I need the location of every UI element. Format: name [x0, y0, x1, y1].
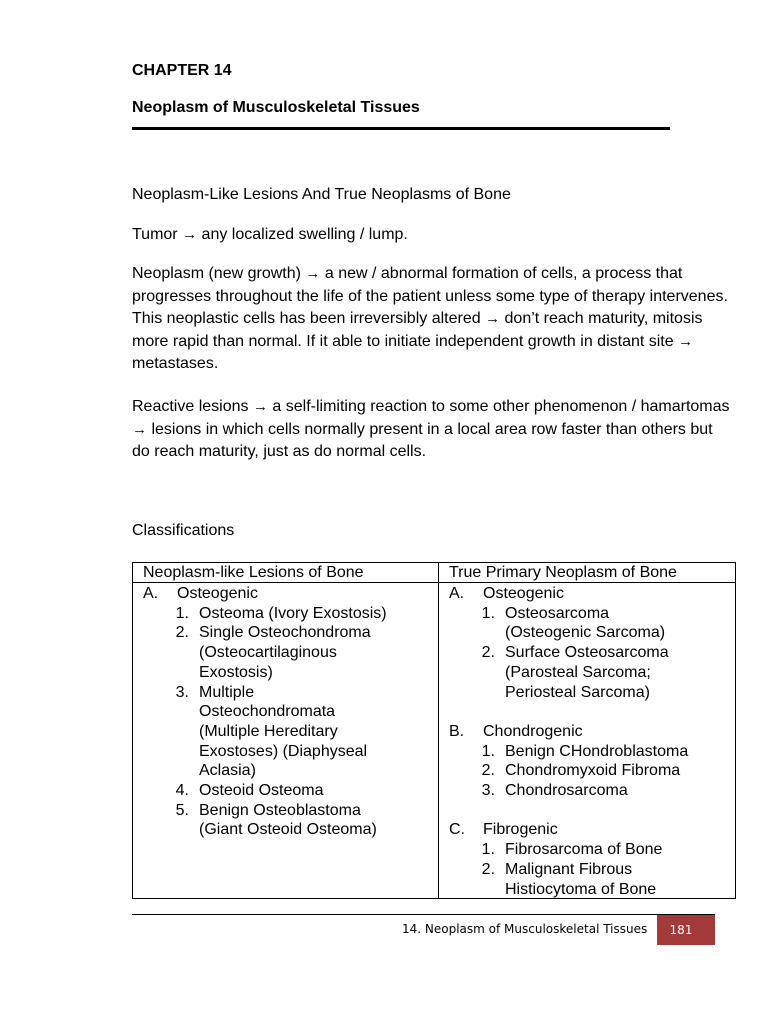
group-heading — [133, 584, 438, 604]
list-item — [439, 781, 735, 801]
item-text — [199, 801, 438, 840]
item-number: 2. — [481, 860, 495, 878]
item-line: Exostosis) — [199, 663, 273, 681]
list-item — [133, 683, 438, 782]
list-item — [439, 604, 735, 643]
item-line: Periosteal Sarcoma) — [505, 683, 650, 701]
neoplasm-metastases-text: metastases. — [132, 355, 219, 372]
item-line: Osteoid Osteoma — [199, 782, 324, 800]
group-letter: C. — [449, 821, 465, 839]
item-number: 5. — [175, 801, 189, 819]
item-number: 3. — [175, 683, 189, 701]
item-line: Aclasia) — [199, 762, 256, 780]
list-item — [439, 761, 735, 781]
reactive-paragraph — [132, 396, 732, 464]
list-item — [439, 840, 735, 860]
list-item — [439, 742, 735, 762]
group-heading — [439, 584, 735, 604]
item-number: 2. — [175, 624, 189, 642]
item-line: Chondromyxoid Fibroma — [505, 762, 681, 780]
table-body-row — [133, 583, 735, 899]
tumor-term: Tumor — [132, 226, 178, 243]
classification-group — [439, 584, 735, 702]
classification-group — [439, 722, 735, 801]
item-text — [505, 781, 735, 801]
item-number: 2. — [481, 644, 495, 662]
group-spacer — [439, 702, 735, 722]
neoplasm-maturity-text: don’t reach maturity, mitosis more rapid than normal. If it able to initiate independent growth in distant site — [132, 310, 703, 350]
table-header-row — [133, 563, 735, 583]
group-name: Osteogenic — [483, 585, 564, 602]
item-text — [199, 604, 438, 624]
group-name: Fibrogenic — [483, 821, 558, 839]
group-letter: A. — [143, 585, 159, 602]
item-number: 2. — [481, 762, 495, 780]
item-text — [199, 781, 438, 801]
item-number: 1. — [481, 841, 495, 859]
table-cell-left — [133, 583, 439, 899]
list-item — [133, 623, 438, 682]
item-line: (Parosteal Sarcoma; — [505, 663, 651, 681]
reactive-term: Reactive lesions — [132, 398, 249, 415]
item-line: Single Osteochondroma — [199, 624, 371, 642]
tumor-definition: any localized swelling / lump. — [201, 226, 408, 243]
page-number-badge: 181 — [657, 915, 715, 945]
item-line: (Giant Osteoid Osteoma) — [199, 821, 377, 839]
arrow-icon: → — [678, 332, 694, 350]
table-header-right: True Primary Neoplasm of Bone — [449, 564, 677, 581]
classification-group — [439, 820, 735, 899]
neoplasm-paragraph — [132, 263, 732, 376]
item-number: 3. — [481, 782, 495, 800]
item-text — [199, 623, 438, 682]
reactive-definition: a self-limiting reaction to some other phenomenon / hamartomas — [272, 398, 730, 415]
item-line: (Osteocartilaginous — [199, 644, 337, 662]
table-cell-right — [439, 583, 735, 899]
group-heading — [439, 820, 735, 840]
group-name: Osteogenic — [177, 585, 258, 602]
footer-rule — [132, 914, 715, 915]
item-line: Surface Osteosarcoma — [505, 644, 669, 662]
table-header-left: Neoplasm-like Lesions of Bone — [133, 563, 439, 582]
item-number: 1. — [175, 604, 189, 622]
item-number: 4. — [175, 782, 189, 800]
item-line: (Multiple Hereditary — [199, 722, 338, 740]
item-number: 1. — [481, 604, 495, 622]
arrow-icon: → — [485, 310, 501, 327]
footer-running-title: 14. Neoplasm of Musculoskeletal Tissues — [402, 922, 648, 936]
item-line: Exostoses) (Diaphyseal — [199, 742, 368, 760]
group-spacer — [439, 801, 735, 821]
item-line: Fibrosarcoma of Bone — [505, 841, 663, 859]
list-item — [133, 801, 438, 840]
item-text — [505, 643, 735, 702]
list-item — [133, 604, 438, 624]
list-item — [439, 643, 735, 702]
classifications-heading: Classifications — [132, 522, 235, 539]
item-line: Multiple — [199, 683, 255, 701]
group-letter: B. — [449, 722, 465, 740]
title-rule — [132, 127, 670, 130]
hamartoma-definition: lesions in which cells normally present in a local area row faster than others but do reach maturity, just as do normal cells. — [132, 420, 713, 460]
group-letter: A. — [449, 585, 465, 602]
tumor-paragraph — [132, 224, 408, 247]
neoplasm-definition: a new / abnormal formation of cells, a process that progresses throughout the life of the patient unless some type of therapy intervenes. This neoplastic cells has been irreversibly altered — [132, 265, 728, 327]
item-line: Chondrosarcoma — [505, 782, 628, 800]
item-text — [505, 860, 735, 899]
item-line: Benign Osteoblastoma — [199, 801, 361, 819]
item-line: Malignant Fibrous — [505, 860, 633, 878]
arrow-icon: → — [132, 420, 147, 438]
list-item — [439, 860, 735, 899]
chapter-label: CHAPTER 14 — [132, 62, 232, 79]
item-number: 1. — [481, 742, 495, 760]
item-line: Osteosarcoma — [505, 604, 610, 622]
neoplasm-term: Neoplasm (new growth) — [132, 265, 301, 282]
item-line: Osteoma (Ivory Exostosis) — [199, 604, 387, 622]
classification-table — [132, 562, 736, 899]
item-text — [505, 742, 735, 762]
item-line: Benign CHondroblastoma — [505, 742, 689, 760]
item-line: Osteochondromata — [199, 703, 336, 721]
item-text — [505, 840, 735, 860]
item-line: (Osteogenic Sarcoma) — [505, 624, 666, 642]
arrow-icon: → — [252, 398, 268, 415]
item-text — [505, 761, 735, 781]
chapter-title: Neoplasm of Musculoskeletal Tissues — [132, 99, 420, 116]
classification-group — [133, 584, 438, 840]
arrow-icon: → — [182, 226, 198, 243]
arrow-icon: → — [305, 265, 321, 282]
group-heading — [439, 722, 735, 742]
item-text — [199, 683, 438, 782]
item-text — [505, 604, 735, 643]
list-item — [133, 781, 438, 801]
section-heading: Neoplasm-Like Lesions And True Neoplasms of Bone — [132, 186, 511, 203]
group-name: Chondrogenic — [483, 722, 583, 740]
item-line: Histiocytoma of Bone — [505, 880, 657, 898]
